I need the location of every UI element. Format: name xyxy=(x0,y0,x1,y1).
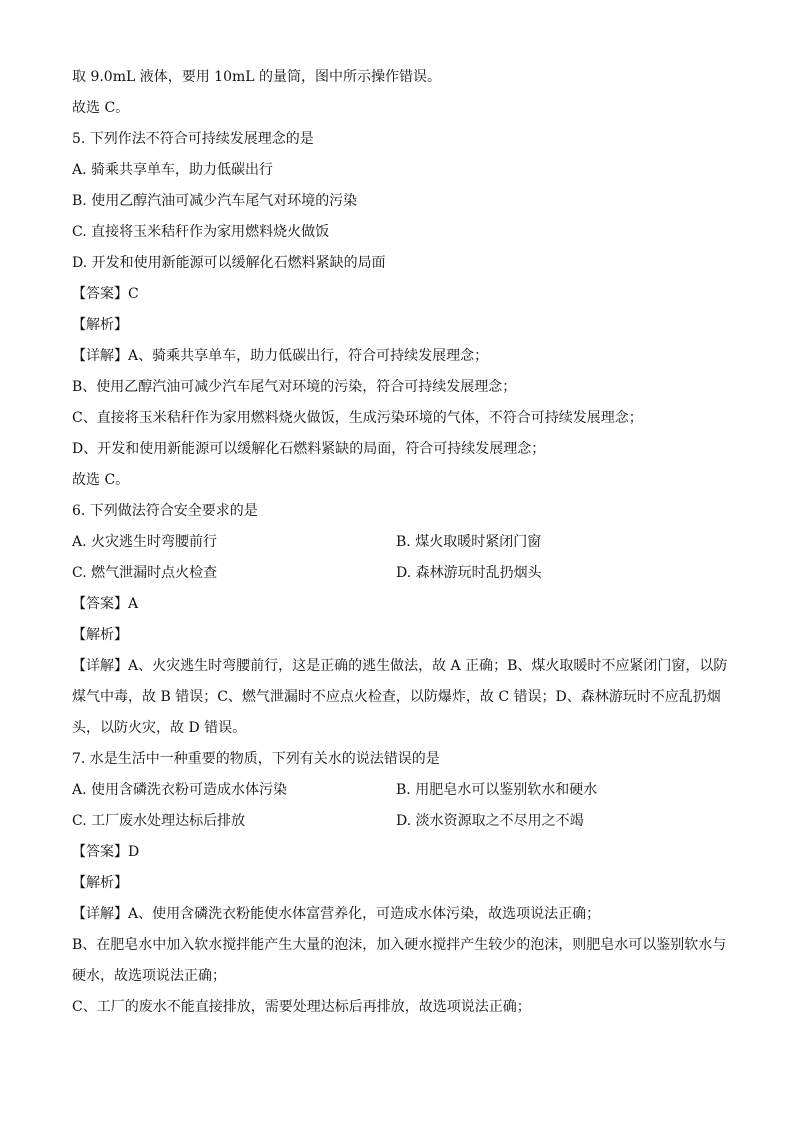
q6-option-a: A. 火灾逃生时弯腰前行 xyxy=(72,534,218,550)
q7-options-row-2 xyxy=(72,806,732,837)
q6-option-d: D. 森林游玩时乱扔烟头 xyxy=(396,565,542,581)
q6-options-row-2 xyxy=(72,558,732,589)
q6-answer: 【答案】A xyxy=(72,596,139,612)
q7-answer: 【答案】D xyxy=(72,844,140,860)
q5-detail-a: 【详解】A、骑乘共享单车，助力低碳出行，符合可持续发展理念； xyxy=(72,348,489,364)
q5-conclusion: 故选 C。 xyxy=(72,472,130,488)
q7-option-d: D. 淡水资源取之不尽用之不竭 xyxy=(396,813,584,829)
q5-detail-d: D、开发和使用新能源可以缓解化石燃料紧缺的局面，符合可持续发展理念； xyxy=(72,441,546,457)
q5-detail-c: C、直接将玉米秸秆作为家用燃料烧火做饭，生成污染环境的气体，不符合可持续发展理念； xyxy=(72,410,643,426)
q5-option-a: A. 骑乘共享单车，助力低碳出行 xyxy=(72,162,274,178)
q7-option-a: A. 使用含磷洗衣粉可造成水体污染 xyxy=(72,782,288,798)
q5-analysis-label: 【解析】 xyxy=(72,317,128,333)
intro-line-2: 故选 C。 xyxy=(72,100,130,116)
q6-detail: 【详解】A、火灾逃生时弯腰前行，这是正确的逃生做法，故 A 正确；B、煤火取暖时不应紧闭门窗，以防煤气中毒，故 B 错误；C、燃气泄漏时不应点火检查，以防爆炸，故 C 错误；D、森林游玩时不应乱扔烟头，以防火灾，故 D 错误。 xyxy=(72,658,728,736)
q5-option-d: D. 开发和使用新能源可以缓解化石燃料紧缺的局面 xyxy=(72,255,386,271)
q5-stem: 5. 下列作法不符合可持续发展理念的是 xyxy=(72,131,314,147)
q5-option-c: C. 直接将玉米秸秆作为家用燃料烧火做饭 xyxy=(72,224,330,240)
q7-option-b: B. 用肥皂水可以鉴别软水和硬水 xyxy=(396,782,598,798)
q6-options-row-1 xyxy=(72,527,732,558)
q7-option-c: C. 工厂废水处理达标后排放 xyxy=(72,813,246,829)
q6-stem: 6. 下列做法符合安全要求的是 xyxy=(72,503,258,519)
q7-detail-c: C、工厂的废水不能直接排放，需要处理达标后再排放，故选项说法正确； xyxy=(72,999,531,1015)
q7-stem: 7. 水是生活中一种重要的物质，下列有关水的说法错误的是 xyxy=(72,751,440,767)
q7-analysis-label: 【解析】 xyxy=(72,875,128,891)
intro-line-1: 取 9.0mL 液体，要用 10mL 的量筒，图中所示操作错误。 xyxy=(72,69,442,85)
q6-option-c: C. 燃气泄漏时点火检查 xyxy=(72,565,218,581)
q5-option-b: B. 使用乙醇汽油可减少汽车尾气对环境的污染 xyxy=(72,193,358,209)
q6-option-b: B. 煤火取暖时紧闭门窗 xyxy=(396,534,542,550)
q7-detail-b: B、在肥皂水中加入软水搅拌能产生大量的泡沫，加入硬水搅拌产生较少的泡沫，则肥皂水可以鉴别软水与硬水，故选项说法正确； xyxy=(72,937,727,984)
q6-analysis-label: 【解析】 xyxy=(72,627,128,643)
document-page xyxy=(72,62,732,1023)
q7-detail-a: 【详解】A、使用含磷洗衣粉能使水体富营养化，可造成水体污染，故选项说法正确； xyxy=(72,906,601,922)
q7-options-row-1 xyxy=(72,775,732,806)
q5-detail-b: B、使用乙醇汽油可减少汽车尾气对环境的污染，符合可持续发展理念； xyxy=(72,379,517,395)
q5-answer: 【答案】C xyxy=(72,286,139,302)
